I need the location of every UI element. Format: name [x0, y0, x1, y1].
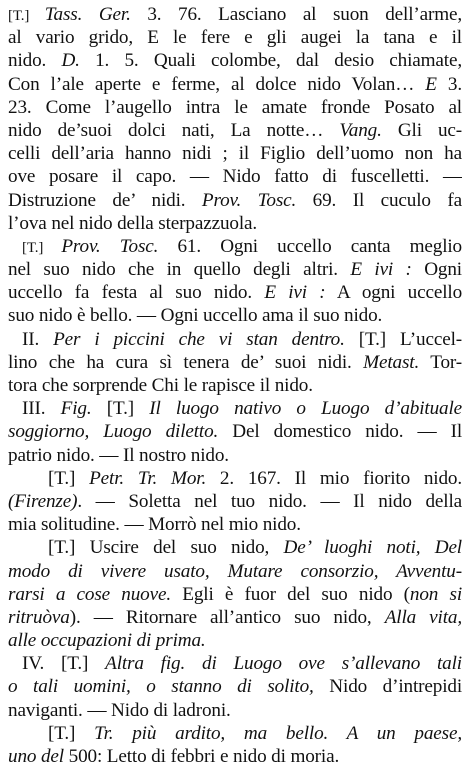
text-line [8, 583, 462, 606]
text-line [8, 467, 462, 490]
text-line [8, 629, 462, 652]
text-run: [T.] [8, 8, 45, 24]
text-run: [T.] [22, 239, 62, 256]
text-run: III. [22, 398, 61, 420]
text-run: Egli è fuor del suo nido ( [171, 583, 410, 605]
text-run: [T.] [48, 467, 90, 489]
text-run: Nido d’intrepidi [313, 676, 462, 698]
italic-text: E ivi : [264, 282, 326, 304]
text-line [8, 420, 462, 443]
italic-text: Petr. Tr. Mor. [89, 467, 207, 489]
italic-text: Vang. [339, 119, 382, 141]
text-run: A ogni uccello [325, 282, 462, 304]
text-line [8, 745, 462, 768]
text-run: l’ova nel nido della sterpazzuola. [8, 212, 258, 234]
text-line [8, 675, 462, 698]
italic-text: non si [409, 583, 462, 605]
text-line [8, 49, 462, 72]
text-line [8, 513, 462, 536]
text-line [8, 258, 462, 281]
text-line [8, 490, 462, 513]
italic-text: Prov. Tosc. [61, 235, 159, 257]
text-line [8, 96, 462, 119]
text-run: Con l’ale aperte e ferme, al dolce nido Volan… [8, 73, 426, 95]
text-run: 2. 167. Il mio fiorito nido. [206, 467, 462, 489]
text-run: uccello fa festa al suo nido. [8, 282, 265, 304]
text-run: nel suo nido che in quello degli altri. [8, 259, 351, 281]
text-run: Distruzione de’ nidi. [8, 189, 202, 211]
text-run: mia solitudine. — Morrò nel mio nido. [8, 514, 301, 536]
text-run: suo nido è bello. — Ogni uccello ama il suo nido. [8, 305, 383, 327]
text-line [8, 304, 462, 327]
text-run: . — Soletta nel tuo nido. — Il nido della [77, 490, 462, 512]
italic-text: ritruòva [8, 606, 70, 628]
text-line [8, 722, 462, 745]
text-run: 1. 5. Quali colombe, dal desio chiamate, [79, 50, 462, 72]
italic-text: Il luogo nativo o Luogo d’abituale [149, 398, 462, 420]
text-line [8, 281, 462, 304]
text-line [8, 351, 462, 374]
italic-text: rarsi a cose nuove. [8, 583, 172, 605]
text-run: naviganti. — Nido di ladroni. [8, 699, 231, 721]
text-line [8, 560, 462, 583]
text-line [8, 374, 462, 397]
text-line [8, 119, 462, 142]
italic-text: De’ luoghi noti, Del [283, 537, 462, 559]
italic-text: Prov. Tosc. [201, 189, 297, 211]
text-run: [T.] [91, 398, 150, 420]
text-run: [T.] L’uccel- [344, 328, 462, 350]
text-run: tora che sorprende Chi le rapisce il nido. [8, 375, 313, 396]
italic-text: Altra fig. di Luogo ove s’allevano tali [105, 653, 462, 675]
text-run: 3. 76. Lasciano al suon dell’arme, [130, 4, 462, 25]
italic-text: Tass. Ger. [44, 4, 131, 25]
text-line [8, 142, 462, 165]
text-line [8, 328, 462, 351]
text-run: patrio nido. — Il nostro nido. [8, 444, 229, 466]
text-run: nido. [8, 50, 62, 72]
text-line [8, 212, 462, 235]
text-line [8, 73, 462, 96]
text-run: 61. Ogni uccello canta meglio [158, 235, 462, 257]
text-run: 500: Letto di febbri e nido di moria. [63, 746, 340, 767]
text-run: celli dell’aria hanno nidi ; il Figlio dell’uomo non ha [8, 143, 462, 165]
text-run: Ogni [411, 259, 462, 281]
italic-text: alle occupazioni di prima. [8, 630, 206, 652]
italic-text: E [425, 73, 437, 95]
text-run: al vario grido, E le fere e gli augei la tana e il [8, 27, 462, 49]
text-run: ove posare il capo. — Nido fatto di fuscelletti. — [8, 166, 462, 188]
italic-text: Per i piccini che vi stan dentro. [53, 328, 345, 350]
italic-text: Tr. più ardito, ma bello. A un paese, [94, 722, 462, 744]
italic-text: uno del [8, 746, 64, 767]
text-run: II. [22, 328, 54, 350]
text-line [8, 235, 462, 258]
italic-text: soggiorno, Luogo diletto. [8, 421, 219, 443]
italic-text: (Firenze) [8, 490, 78, 512]
text-run: [T.] Uscire del suo nido, [48, 537, 284, 559]
text-line [8, 189, 462, 212]
italic-text: Metast. [363, 351, 420, 373]
text-line [8, 536, 462, 559]
text-line [8, 397, 462, 420]
text-run: IV. [T.] [22, 653, 106, 675]
text-run: nido de’suoi dolci nati, La notte… [8, 119, 340, 141]
italic-text: modo di vivere usato, Mutare consorzio, Avventu- [8, 560, 462, 582]
text-line [8, 26, 462, 49]
text-run: [T.] [48, 722, 95, 744]
italic-text: o tali uomini, o stanno di solito, [8, 676, 314, 698]
text-run: 3. [436, 73, 462, 95]
italic-text: E ivi : [350, 259, 412, 281]
text-line [8, 165, 462, 188]
text-run: 23. Come l’augello intra le amate fronde Posato al [8, 96, 462, 118]
text-run: Gli uc- [381, 119, 462, 141]
text-run: Del domestico nido. — Il [218, 421, 462, 443]
text-line [8, 444, 462, 467]
text-run: ). — Ritornare all’antico suo nido, [69, 606, 385, 628]
text-run: lino che ha cura sì tenera de’ suoi nidi. [8, 351, 364, 373]
text-line [8, 3, 462, 26]
italic-text: D. [61, 50, 80, 72]
text-line [8, 606, 462, 629]
text-run: Tor- [419, 351, 462, 373]
text-run: 69. Il cuculo fa [296, 189, 462, 211]
text-line [8, 699, 462, 722]
italic-text: Alla vita, [384, 606, 462, 628]
text-line [8, 652, 462, 675]
italic-text: Fig. [60, 398, 92, 420]
